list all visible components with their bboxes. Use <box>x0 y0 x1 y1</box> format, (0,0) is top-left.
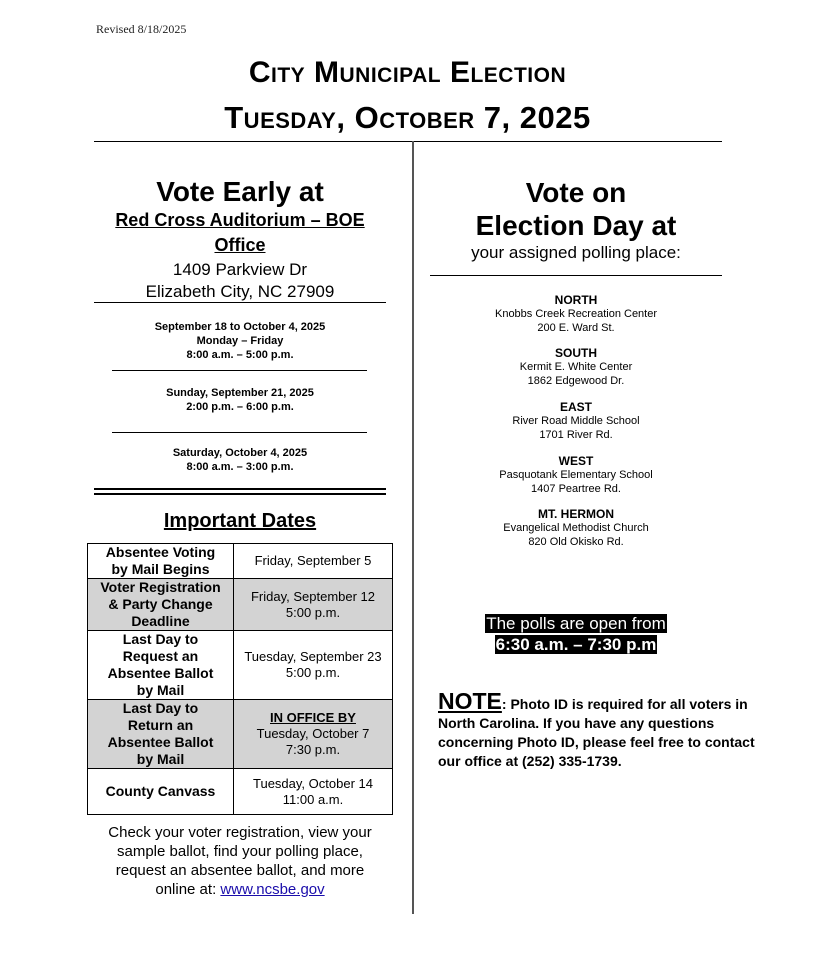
polls-hours-text: 6:30 a.m. – 7:30 p.m <box>495 635 657 654</box>
polls-line-2 <box>430 634 722 655</box>
schedule-saturday <box>94 446 386 474</box>
check-line: sample ballot, find your polling place, <box>117 843 363 860</box>
table-row <box>88 579 393 631</box>
precinct-address: 820 Old Okisko Rd. <box>528 536 624 548</box>
date-value <box>234 544 393 579</box>
election-date-title: Tuesday, October 7, 2025 <box>224 100 591 135</box>
precinct-place: Knobbs Creek Recreation Center <box>494 308 658 320</box>
schedule-line: 8:00 a.m. – 5:00 p.m. <box>186 349 294 361</box>
label-line: Request an <box>122 648 199 664</box>
value-line: 5:00 p.m. <box>285 604 341 620</box>
check-line: request an absentee ballot, and more <box>115 862 365 879</box>
schedule-line: Sunday, September 21, 2025 <box>166 387 314 399</box>
heading-line-1: Vote on <box>525 177 627 208</box>
label-line: Voter Registration <box>100 579 221 595</box>
precinct-east <box>430 400 722 442</box>
precinct-address: 200 E. Ward St. <box>537 322 615 334</box>
note-text: : Photo ID is required for all voters in North Carolina. If you have any questions concerning Photo ID, please feel free to contact our office at (252) 335-1739. <box>438 696 755 769</box>
precinct-place: Pasquotank Elementary School <box>499 469 653 481</box>
page-title: City Municipal Election <box>248 56 567 89</box>
value-line: Tuesday, October 7 <box>256 726 370 741</box>
election-day-heading <box>430 176 722 242</box>
precinct-name: WEST <box>558 454 594 468</box>
value-line: Friday, September 12 <box>250 588 376 604</box>
date-value <box>234 769 393 815</box>
schedule-line: 8:00 a.m. – 3:00 p.m. <box>186 461 294 473</box>
precinct-name: NORTH <box>554 293 598 307</box>
photo-id-note <box>438 688 768 771</box>
precinct-place: Kermit E. White Center <box>519 361 633 373</box>
precinct-south <box>430 346 722 388</box>
schedule-line: Monday – Friday <box>196 335 284 347</box>
address-divider <box>94 302 386 303</box>
precinct-west <box>430 454 722 496</box>
precinct-name: SOUTH <box>555 346 597 360</box>
address-line-2: Elizabeth City, NC 27909 <box>145 282 335 301</box>
schedule-line: September 18 to October 4, 2025 <box>154 321 326 333</box>
value-line: 7:30 p.m. <box>285 742 341 757</box>
label-line: Absentee Voting <box>105 544 216 560</box>
precinct-place: River Road Middle School <box>512 415 640 427</box>
check-registration-text <box>90 823 390 899</box>
value-line: Tuesday, September 23 <box>244 649 382 664</box>
label-line: Last Day to <box>122 631 199 647</box>
date-label <box>88 769 234 815</box>
check-line <box>90 880 390 899</box>
link-prefix: online at: <box>155 881 221 898</box>
label-line: & Party Change <box>108 596 213 612</box>
table-row <box>88 769 393 815</box>
value-line: 11:00 a.m. <box>282 791 344 807</box>
double-rule <box>94 488 386 495</box>
polling-divider <box>430 275 722 276</box>
value-line: 5:00 p.m. <box>285 665 341 680</box>
ncsbe-link[interactable]: www.ncsbe.gov <box>220 881 325 898</box>
table-row <box>88 544 393 579</box>
address-line-1: 1409 Parkview Dr <box>172 260 308 279</box>
date-value <box>234 631 393 700</box>
table-row <box>88 631 393 700</box>
label-line: by Mail <box>136 682 185 698</box>
precinct-address: 1862 Edgewood Dr. <box>527 375 625 387</box>
in-office-note: IN OFFICE BY <box>270 710 356 725</box>
schedule-sunday <box>94 386 386 414</box>
label-line: Absentee Ballot <box>107 665 214 681</box>
site-line-2: Office <box>214 235 266 255</box>
precinct-north <box>430 293 722 335</box>
polls-line-1 <box>430 613 722 634</box>
date-label <box>88 579 234 631</box>
date-value <box>234 579 393 631</box>
early-voting-site <box>94 208 386 258</box>
precinct-place: Evangelical Methodist Church <box>503 522 649 534</box>
value-line: Friday, September 5 <box>254 553 372 568</box>
revised-date: Revised 8/18/2025 <box>96 22 187 36</box>
date-label <box>88 700 234 769</box>
early-voting-heading: Vote Early at <box>156 176 324 207</box>
assigned-polling-subheading: your assigned polling place: <box>471 243 681 262</box>
precinct-address: 1407 Peartree Rd. <box>531 483 621 495</box>
column-divider <box>412 141 414 914</box>
title-divider <box>94 141 722 142</box>
early-voting-address <box>94 259 386 303</box>
precinct-address: 1701 River Rd. <box>539 429 613 441</box>
important-dates-heading: Important Dates <box>163 510 317 532</box>
label-line: County Canvass <box>105 783 216 799</box>
polls-open-text: The polls are open from <box>486 614 666 633</box>
date-value <box>234 700 393 769</box>
label-line: Absentee Ballot <box>107 734 214 750</box>
heading-line-2: Election Day at <box>475 210 677 241</box>
polls-hours <box>430 613 722 655</box>
schedule-line: Saturday, October 4, 2025 <box>172 447 308 459</box>
important-dates-table <box>87 543 393 815</box>
table-row <box>88 700 393 769</box>
precinct-name: EAST <box>559 400 592 414</box>
label-line: Last Day to <box>122 700 199 716</box>
precinct-mt-hermon <box>430 507 722 549</box>
schedule-divider <box>112 432 367 433</box>
label-line: Return an <box>127 717 194 733</box>
label-line: by Mail <box>136 751 185 767</box>
value-line: Tuesday, October 14 <box>253 775 373 791</box>
note-label: NOTE <box>438 688 502 714</box>
schedule-line: 2:00 p.m. – 6:00 p.m. <box>186 401 294 413</box>
site-line-1: Red Cross Auditorium – BOE <box>115 210 365 230</box>
date-label <box>88 544 234 579</box>
precinct-name: MT. HERMON <box>538 507 614 521</box>
schedule-weekdays <box>94 320 386 362</box>
schedule-divider <box>112 370 367 371</box>
label-line: Deadline <box>131 613 190 629</box>
label-line: by Mail Begins <box>111 561 210 577</box>
check-line: Check your voter registration, view your <box>108 824 372 841</box>
date-label <box>88 631 234 700</box>
